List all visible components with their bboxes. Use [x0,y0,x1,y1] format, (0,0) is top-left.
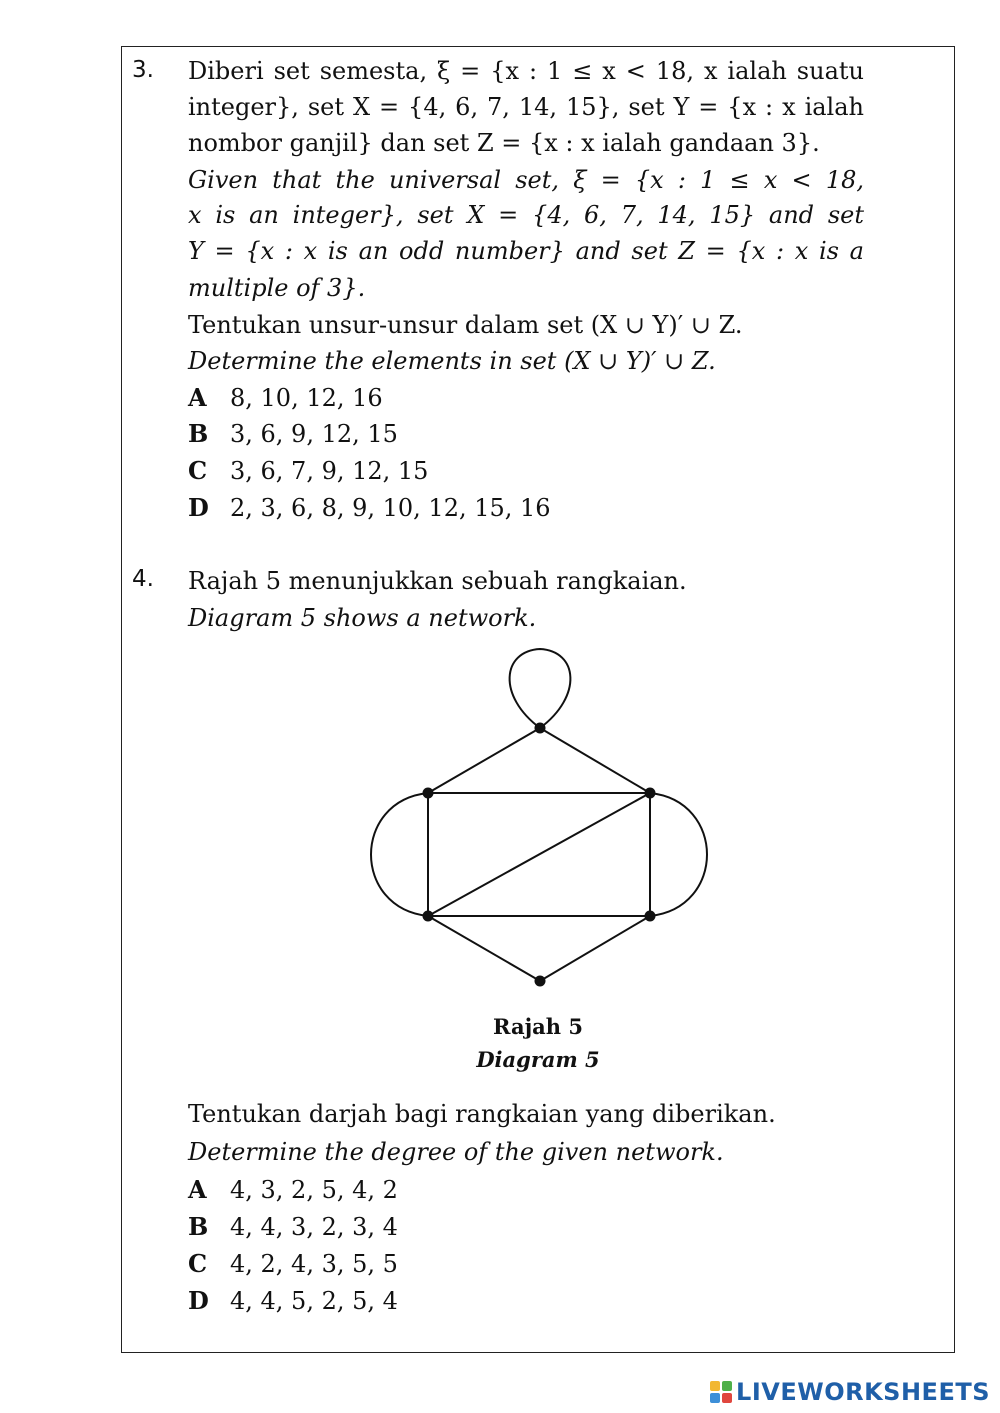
option-text: 2, 3, 6, 8, 9, 10, 12, 15, 16 [230,494,551,522]
vertex [535,723,546,734]
brand-name: LIVEWORKSHEETS [736,1378,990,1406]
vertex [423,788,434,799]
edge-arc-right [650,793,707,916]
edge-arc-left [371,793,428,916]
edge-loop [510,649,571,728]
liveworksheets-logo [710,1378,990,1406]
question-text-english-line: x is an integer}, set X = {4, 6, 7, 14, 15} and set [188,201,864,229]
option-d[interactable] [188,493,551,523]
vertex [423,911,434,922]
option-text: 4, 3, 2, 5, 4, 2 [230,1176,398,1204]
question-number: 4. [132,566,154,592]
option-letter: B [188,419,209,448]
option-text: 4, 2, 4, 3, 5, 5 [230,1250,398,1278]
option-letter: A [188,383,207,412]
diagram-caption-english: Diagram 5 [476,1047,600,1072]
question-text-english-line: Y = {x : x is an odd number} and set Z = {x : x is a [188,237,864,265]
edge [540,728,650,793]
question-number: 3. [132,57,154,83]
option-text: 4, 4, 5, 2, 5, 4 [230,1287,398,1315]
option-a[interactable] [188,1175,398,1205]
question-text-line: nombor ganjil} dan set Z = {x : x ialah gandaan 3}. [188,129,820,157]
option-c[interactable] [188,1249,398,1279]
question-3-box [121,46,955,558]
edge [428,916,540,981]
vertex [535,976,546,987]
option-letter: A [188,1175,207,1204]
intro-text: Rajah 5 menunjukkan sebuah rangkaian. [188,567,687,595]
option-text: 8, 10, 12, 16 [230,384,383,412]
edge [540,916,650,981]
intro-text-english: Diagram 5 shows a network. [188,604,537,632]
network-diagram [122,556,954,1006]
vertex [645,911,656,922]
question-text-line: Diberi set semesta, ξ = {x : 1 ≤ x < 18, x ialah suatu [188,57,864,85]
option-b[interactable] [188,1212,398,1242]
option-letter: C [188,1249,208,1278]
question-4-box [121,556,955,1353]
option-text: 3, 6, 7, 9, 12, 15 [230,457,429,485]
question-text-english-line: multiple of 3}. [188,274,366,302]
option-letter: B [188,1212,209,1241]
question-text-line: integer}, set X = {4, 6, 7, 14, 15}, set Y = {x : x ialah [188,93,864,121]
option-c[interactable] [188,456,428,486]
edge [428,728,540,793]
edge [428,793,650,916]
task-text-english: Determine the degree of the given network. [188,1138,724,1166]
option-d[interactable] [188,1286,398,1316]
option-text: 3, 6, 9, 12, 15 [230,420,398,448]
vertex [645,788,656,799]
question-text-english-line: Given that the universal set, ξ = {x : 1 ≤ x < 18, [188,166,864,194]
option-text: 4, 4, 3, 2, 3, 4 [230,1213,398,1241]
option-b[interactable] [188,419,398,449]
option-letter: D [188,493,209,522]
task-text-english: Determine the elements in set (X ∪ Y)′ ∪ Z. [188,347,716,375]
logo-icon [710,1381,732,1403]
option-letter: D [188,1286,209,1315]
task-text: Tentukan darjah bagi rangkaian yang diberikan. [188,1100,776,1128]
diagram-caption: Rajah 5 [493,1014,583,1039]
option-letter: C [188,456,208,485]
task-text: Tentukan unsur-unsur dalam set (X ∪ Y)′ ∪ Z. [188,311,743,339]
option-a[interactable] [188,383,383,413]
